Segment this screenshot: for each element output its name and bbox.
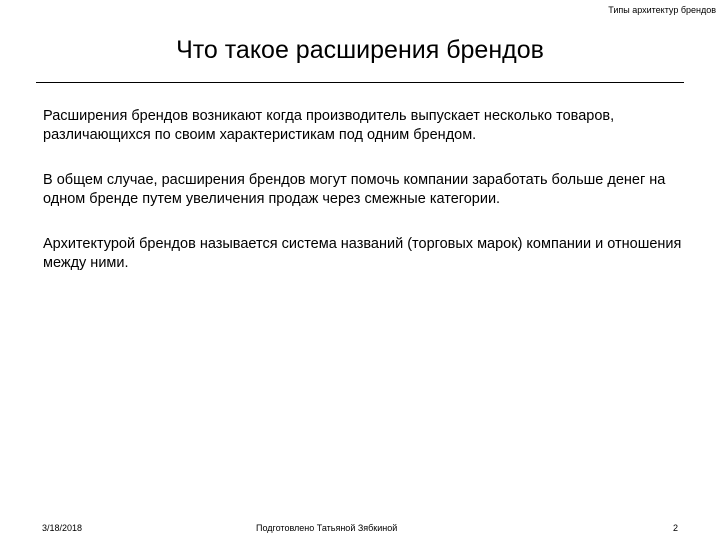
slide-title: Что такое расширения брендов <box>176 36 544 64</box>
title-divider <box>36 82 684 83</box>
body-paragraph: В общем случае, расширения брендов могут помочь компании заработать больше денег на одном бренде путем увеличения продаж через смежные категории. <box>43 172 666 207</box>
body-paragraph: Расширения брендов возникают когда производитель выпускает несколько товаров, различающихся по своим характеристикам под одним брендом. <box>43 108 615 143</box>
body-paragraph: Архитектурой брендов называется система названий (торговых марок) компании и отношения между ними. <box>43 236 682 271</box>
slide-body <box>43 107 688 299</box>
footer-author: Подготовлено Татьяной Зябкиной <box>256 523 398 533</box>
footer-date: 3/18/2018 <box>42 523 83 533</box>
header-note: Типы архитектур брендов <box>608 5 716 15</box>
page-number: 2 <box>672 523 678 533</box>
